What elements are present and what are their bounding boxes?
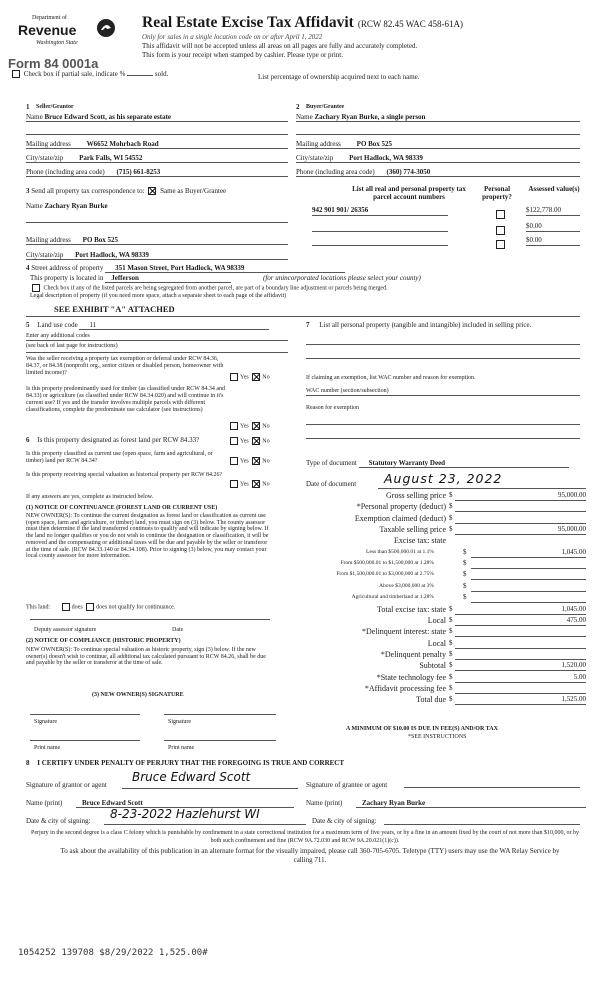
wac-number[interactable]: WAC number (section/subsection) bbox=[306, 388, 580, 396]
section-3-number: 3 bbox=[26, 187, 30, 195]
print-line-2[interactable] bbox=[164, 740, 276, 741]
partial-sale-checkbox[interactable] bbox=[12, 70, 20, 78]
signature-label-1: Signature bbox=[34, 719, 57, 725]
tax-row bbox=[303, 673, 586, 683]
buyer-mailing-label: Mailing address bbox=[296, 140, 341, 148]
claim-exemption-label: If claiming an exemption, list WAC number and reason for exemption. bbox=[306, 375, 476, 381]
tax-row bbox=[303, 650, 586, 660]
tax-row bbox=[303, 627, 586, 637]
tax-row bbox=[303, 616, 586, 626]
partial-sale-row bbox=[10, 70, 168, 78]
does-checkbox[interactable] bbox=[62, 603, 70, 611]
print-label-2: Print name bbox=[168, 745, 195, 751]
grantee-printed-name[interactable]: Zachary Ryan Burke bbox=[356, 799, 586, 808]
continuance-row bbox=[26, 603, 175, 611]
section-8-number: 8 bbox=[26, 759, 30, 767]
tax-row-value[interactable]: 95,000.00 bbox=[455, 491, 586, 501]
notice-2-body: NEW OWNER(S): To continue special valuation as historic property, sign (3) below. If the new owner(s) doesn't wish to continue, all additional tax calculated pursuant to RCW 84.26, shall be due and payable by the seller or transferor at the time of sale. bbox=[26, 647, 266, 667]
segregated-label: Check box if any of the listed parcels are being segregated from another parcel, are part of a boundary line adjustment or parcels being merged. bbox=[43, 285, 388, 292]
forest-question: Is this property designated as forest land per RCW 84.33? bbox=[37, 436, 200, 444]
tax-row-label: Local bbox=[427, 615, 446, 625]
seller-heading: Seller/Grantor bbox=[36, 104, 74, 110]
land-use-row bbox=[26, 321, 269, 330]
tax-row-label: *Personal property (deduct) bbox=[356, 502, 446, 512]
s7-line-2[interactable] bbox=[306, 358, 580, 359]
current-use-yes-checkbox[interactable] bbox=[230, 457, 238, 465]
reason-line-1[interactable] bbox=[306, 424, 580, 425]
buyer-mailing[interactable]: PO Box 525 bbox=[356, 140, 393, 148]
tax-row-dollar: $ bbox=[463, 559, 467, 568]
assessed-value-3[interactable]: $0.00 bbox=[526, 236, 580, 246]
correspondence-mailing-row bbox=[26, 236, 288, 245]
tax-row-label: Taxable selling price bbox=[379, 525, 446, 535]
tax-row-label: Gross selling price bbox=[386, 491, 446, 500]
street-row bbox=[26, 264, 345, 273]
section-4-number: 4 bbox=[26, 264, 30, 272]
seller-name[interactable]: Bruce Edward Scott, as his separate estate bbox=[44, 113, 172, 121]
tax-row-label: Exemption claimed (deduct) bbox=[354, 513, 446, 523]
tax-row-label: Above $3,000,000 at 3% bbox=[379, 582, 434, 589]
corr-line-1 bbox=[26, 222, 288, 223]
perjury-notice bbox=[30, 830, 580, 845]
tax-row bbox=[303, 695, 586, 705]
forest-no-label: No bbox=[262, 438, 270, 445]
tax-row-label: Less than $500,000.01 at 1.1% bbox=[366, 548, 434, 555]
buyer-blank-line bbox=[296, 134, 580, 135]
tax-row bbox=[303, 502, 586, 512]
seller-city-row bbox=[26, 154, 288, 163]
current-use-no-checkbox[interactable] bbox=[252, 457, 260, 465]
buyer-phone[interactable]: (360) 774-3050 bbox=[386, 168, 431, 176]
does-not-label: does not qualify for continuance. bbox=[96, 604, 176, 611]
seller-name-label: Name bbox=[26, 113, 43, 121]
tax-row-dollar: $ bbox=[449, 513, 453, 522]
current-use-yes-no bbox=[228, 457, 270, 465]
exemption-no-label: No bbox=[262, 374, 270, 381]
section-5-number: 5 bbox=[26, 321, 30, 329]
seller-phone-row bbox=[26, 168, 288, 177]
tax-row-label: *Delinquent penalty bbox=[380, 649, 446, 659]
deputy-date-label: Date bbox=[172, 627, 184, 633]
tax-row-value[interactable]: 1,520.00 bbox=[455, 661, 586, 671]
tax-row bbox=[303, 570, 586, 580]
section-7-number: 7 bbox=[306, 321, 310, 329]
tax-row-label: *State technology fee bbox=[376, 672, 446, 682]
tax-row-value[interactable] bbox=[455, 502, 586, 512]
historic-question: Is this property receiving special valuation as historical property per RCW 84.26? bbox=[26, 472, 223, 478]
doc-date-label: Date of document bbox=[306, 480, 357, 488]
tax-row-dollar: $ bbox=[449, 525, 453, 534]
tax-row-label: From $1,500,000.01 to $3,000,000 at 2.75% bbox=[336, 571, 434, 578]
tax-row bbox=[303, 491, 586, 501]
notice-1-body: NEW OWNER(S): To continue the current designation as forest land or classification as current use (open space, farm and agriculture, or timber) land, you must sign on (3) below. The county assessor must then determine if the land transferred continues to qualify and will indicate by signing below. If the land no longer qualifies or you do not wish to continue the designation or classification, it will be removed and the compensating or additional taxes will be due and payable by the seller or transferor at the time of sale. (RCW 84.33.140 or 84.34.108). Prior to signing (3) below, you may contact your local county assessor for more information. bbox=[26, 513, 269, 560]
buyer-name-label: Name bbox=[296, 113, 313, 121]
tax-row bbox=[303, 559, 586, 569]
cashier-stamp: 1054252 139708 $8/29/2022 1,525.00# bbox=[18, 948, 208, 958]
personal-property-row bbox=[306, 321, 580, 329]
correspondence-city[interactable]: Port Hadlock, WA 98339 bbox=[75, 251, 149, 259]
correspondence-name-label: Name bbox=[26, 202, 43, 210]
parcel-number-3[interactable] bbox=[312, 236, 448, 246]
tax-row-label: Local bbox=[427, 638, 446, 648]
tax-row bbox=[303, 525, 586, 535]
tax-row-dollar: $ bbox=[449, 604, 453, 613]
ownership-note: List percentage of ownership acquired next to each name. bbox=[258, 73, 420, 81]
new-owner-signature-heading: (3) NEW OWNER(S) SIGNATURE bbox=[92, 692, 184, 698]
buyer-city-label: City/state/zip bbox=[296, 154, 334, 162]
tax-row-label: Agricultural and timberland at 1.28% bbox=[351, 594, 434, 601]
tax-row-dollar: $ bbox=[463, 581, 467, 590]
signature-label-2: Signature bbox=[168, 719, 191, 725]
legal-line bbox=[26, 316, 580, 317]
dor-logo bbox=[10, 12, 118, 52]
tax-row bbox=[303, 605, 586, 615]
see-instructions-note: *SEE INSTRUCTIONS bbox=[408, 734, 467, 740]
buyer-name[interactable]: Zachary Ryan Burke, a single person bbox=[314, 113, 426, 121]
tax-row-value[interactable] bbox=[471, 582, 586, 592]
correspondence-city-row bbox=[26, 251, 288, 260]
unincorporated-note: (for unincorporated locations please select your county) bbox=[262, 274, 421, 282]
street-address[interactable]: 351 Mason Street, Port Hadlock, WA 98339 bbox=[105, 264, 345, 273]
timber-question: Is this property predominantly used for timber (as classified under RCW 84.34 and 84.33) or agriculture (as classified under RCW 84.34.020) and will continue in it's current use? If yes and the transfer involves multiple parcels with different classifications, complete the predominate use calculator (see instructions) bbox=[26, 386, 226, 413]
timber-yes-no bbox=[228, 422, 270, 430]
tax-row-dollar: $ bbox=[449, 502, 453, 511]
timber-no-label: No bbox=[262, 423, 270, 430]
same-as-buyer-label: Same as Buyer/Grantee bbox=[160, 187, 227, 195]
header-note-1: Only for sales in a single location code on or after April 1, 2022 bbox=[142, 33, 323, 41]
segregated-row bbox=[30, 284, 388, 292]
page-title bbox=[142, 14, 463, 32]
parcel-number-1[interactable]: 942 901 901/ 26356 bbox=[312, 206, 448, 216]
print-line-1[interactable] bbox=[30, 740, 140, 741]
tax-row-label: *Affidavit processing fee bbox=[364, 683, 446, 693]
tax-row-dollar: $ bbox=[449, 638, 453, 647]
street-label: Street address of property bbox=[31, 264, 104, 272]
tax-row-dollar: $ bbox=[449, 627, 453, 636]
tax-row bbox=[303, 684, 586, 694]
personal-property-label: List all personal property (tangible and intangible) included in selling price. bbox=[319, 321, 532, 329]
exemption-no-checkbox[interactable] bbox=[252, 373, 260, 381]
notice-1-title: (1) NOTICE OF CONTINUANCE (FOREST LAND OR CURRENT USE) bbox=[26, 505, 218, 511]
form-number: Form 84 0001a bbox=[8, 56, 99, 71]
buyer-city-row bbox=[296, 154, 580, 163]
exemption-yes-label: Yes bbox=[240, 374, 249, 381]
grantor-name-label: Name (print) bbox=[26, 799, 63, 807]
tax-row-dollar: $ bbox=[463, 593, 467, 602]
current-use-question: Is this property classified as current use (open space, farm and agricultural, or timber) land per RCW 84.34? bbox=[26, 451, 213, 464]
located-label: This property is located in bbox=[30, 274, 104, 282]
tax-row-value[interactable]: 1,045.00 bbox=[471, 548, 586, 558]
same-as-buyer-checkbox[interactable] bbox=[148, 187, 156, 195]
buyer-phone-row bbox=[296, 168, 580, 177]
signature-line-2[interactable] bbox=[164, 714, 276, 715]
land-use-label: Land use code bbox=[37, 321, 78, 329]
correspondence-mailing-label: Mailing address bbox=[26, 236, 71, 244]
county[interactable]: Jefferson bbox=[105, 274, 231, 283]
minimum-note: A MINIMUM OF $10.00 IS DUE IN FEE(S) AND/OR TAX bbox=[346, 726, 498, 732]
tax-row-label: Excise tax: state bbox=[394, 536, 446, 546]
seller-name-row bbox=[26, 113, 288, 122]
correspondence-mailing[interactable]: PO Box 525 bbox=[82, 236, 119, 244]
current-use-no-label: No bbox=[262, 458, 270, 465]
alt-format-notice: To ask about the availability of this publication in an alternate format for the visually impaired, please call 360-705-6705. Teletype (TTY) users may use the WA Relay Service by calling 711. bbox=[60, 847, 560, 865]
logo-dept-line3: Washington State bbox=[36, 40, 78, 46]
assessed-value-2[interactable]: $0.00 bbox=[526, 222, 580, 232]
tax-row-dollar: $ bbox=[449, 615, 453, 624]
logo-revenue: Revenue bbox=[18, 22, 77, 38]
logo-dept-line1: Department of bbox=[32, 15, 67, 21]
grantor-sig-label: Signature of grantor or agent bbox=[26, 781, 107, 789]
tax-row-value[interactable] bbox=[455, 514, 586, 524]
doc-type[interactable]: Statutory Warranty Deed bbox=[359, 459, 569, 468]
tax-row-value[interactable] bbox=[455, 684, 586, 694]
current-use-yes-label: Yes bbox=[240, 458, 249, 465]
forest-yes-label: Yes bbox=[240, 438, 249, 445]
tax-row-dollar: $ bbox=[463, 547, 467, 556]
assessed-value-col-header: Assessed value(s) bbox=[528, 185, 580, 193]
timber-yes-checkbox[interactable] bbox=[230, 422, 238, 430]
buyer-city[interactable]: Port Hadlock, WA 98339 bbox=[349, 154, 423, 162]
tax-row bbox=[303, 661, 586, 671]
doc-type-row bbox=[306, 459, 569, 468]
segregated-checkbox[interactable] bbox=[32, 284, 40, 292]
form-title: Real Estate Excise Tax Affidavit bbox=[142, 14, 354, 31]
deputy-line[interactable] bbox=[30, 619, 270, 620]
tax-row-dollar: $ bbox=[449, 672, 453, 681]
section-1-number: 1 bbox=[26, 103, 30, 111]
tax-row-label: Total due bbox=[416, 695, 446, 705]
tax-row bbox=[303, 582, 586, 592]
answers-note: If any answers are yes, complete as instructed below. bbox=[26, 494, 154, 500]
forest-no-checkbox[interactable] bbox=[252, 437, 260, 445]
doc-type-label: Type of document bbox=[306, 459, 357, 467]
historic-no-label: No bbox=[262, 481, 270, 488]
reason-label: Reason for exemption bbox=[306, 405, 359, 411]
tax-row-value[interactable] bbox=[471, 593, 586, 603]
buyer-heading: Buyer/Grantee bbox=[306, 104, 345, 110]
buyer-mailing-row bbox=[296, 140, 580, 149]
signature-line-1[interactable] bbox=[30, 714, 140, 715]
tax-row-label: Subtotal bbox=[419, 661, 446, 671]
tax-row bbox=[303, 548, 586, 558]
header-note-2: This affidavit will not be accepted unless all areas on all pages are fully and accurately completed. bbox=[142, 42, 418, 50]
forest-yes-checkbox[interactable] bbox=[230, 437, 238, 445]
section-6-number: 6 bbox=[26, 436, 30, 444]
tax-row-dollar: $ bbox=[449, 491, 453, 499]
reason-line-2[interactable] bbox=[306, 438, 580, 439]
seller-phone[interactable]: (715) 661-8253 bbox=[116, 168, 161, 176]
perjury-text: Perjury in the second degree is a class C felony which is punishable by confinement in a state correctional institution for a maximum term of five years, or by a fine in an amount fixed by the court of not more than $10,000, or by both such confinement and fine (RCW 9A.72.030 and RCW 9A.20.021(1)(c)). bbox=[30, 830, 580, 844]
tax-row-label: *Delinquent interest: state bbox=[362, 627, 446, 637]
tax-row-value[interactable] bbox=[455, 627, 586, 637]
tax-row-dollar: $ bbox=[463, 570, 467, 579]
legal-desc-label: Legal description of property (if you need more space, attach a separate sheet to each page of the affidavit) bbox=[30, 293, 287, 299]
buyer-phone-label: Phone (including area code) bbox=[296, 168, 375, 176]
certify-row bbox=[26, 759, 344, 767]
land-use-code[interactable]: 11 bbox=[79, 321, 269, 330]
notice-2-title: (2) NOTICE OF COMPLIANCE (HISTORIC PROPERTY) bbox=[26, 638, 181, 644]
grantee-date-city[interactable] bbox=[384, 824, 580, 825]
correspondence-name-row bbox=[26, 202, 108, 210]
tax-row-value[interactable]: 95,000.00 bbox=[455, 525, 586, 535]
grantee-sig-label: Signature of grantee or agent bbox=[306, 781, 388, 789]
grantor-signature[interactable]: Bruce Edward Scott bbox=[122, 770, 298, 789]
does-not-checkbox[interactable] bbox=[86, 603, 94, 611]
seller-mailing-row bbox=[26, 140, 288, 149]
section-2-number: 2 bbox=[296, 103, 300, 111]
tax-row-value[interactable]: 1,525.00 bbox=[455, 695, 586, 705]
correspondence-label: Send all property tax correspondence to: bbox=[31, 187, 145, 195]
tax-row-dollar: $ bbox=[449, 683, 453, 692]
grantee-name-label: Name (print) bbox=[306, 799, 343, 807]
historic-yes-no bbox=[228, 480, 270, 488]
partial-sale-label: Check box if partial sale, indicate % bbox=[23, 70, 126, 78]
s7-line-1[interactable] bbox=[306, 344, 580, 345]
assessed-value-1[interactable]: $122,778.00 bbox=[526, 206, 580, 216]
tax-row bbox=[303, 514, 586, 524]
see-back: (see back of last page for instructions) bbox=[26, 343, 118, 349]
doc-date[interactable]: August 23, 2022 bbox=[378, 471, 586, 489]
exhibit-text: SEE EXHIBIT "A" ATTACHED bbox=[54, 304, 175, 314]
tax-row bbox=[303, 639, 586, 649]
exemption-yes-checkbox[interactable] bbox=[230, 373, 238, 381]
this-land-label: This land: bbox=[26, 604, 51, 611]
tax-row-dollar: $ bbox=[449, 695, 453, 704]
correspondence-city-label: City/state/zip bbox=[26, 251, 64, 259]
wa-logo-icon bbox=[96, 18, 116, 38]
grantor-printed-name[interactable]: Bruce Edward Scott bbox=[76, 799, 294, 808]
sold-label: sold. bbox=[154, 70, 169, 78]
tax-row bbox=[303, 593, 586, 603]
parcel-number-2[interactable] bbox=[312, 222, 448, 232]
seller-mailing-label: Mailing address bbox=[26, 140, 71, 148]
tax-row-dollar: $ bbox=[449, 661, 453, 670]
tax-row-dollar: $ bbox=[449, 649, 453, 658]
located-row bbox=[30, 274, 421, 283]
forest-yes-no bbox=[228, 437, 270, 445]
tax-row bbox=[303, 536, 586, 546]
grantee-date-label: Date & city of signing: bbox=[312, 817, 377, 825]
grantor-date-city[interactable]: 8-23-2022 Hazlehurst WI bbox=[104, 807, 306, 825]
timber-no-checkbox[interactable] bbox=[252, 422, 260, 430]
does-label: does bbox=[71, 604, 83, 611]
seller-mailing[interactable]: W6652 Mohrbach Road bbox=[86, 140, 159, 148]
correspondence-row bbox=[26, 187, 226, 195]
s5-line bbox=[26, 352, 288, 353]
tax-row-value[interactable] bbox=[455, 650, 586, 660]
tax-row-value[interactable]: 475.00 bbox=[455, 616, 586, 626]
personal-property-checkbox-3[interactable] bbox=[496, 236, 505, 254]
grantee-signature[interactable] bbox=[404, 787, 580, 788]
buyer-name-row bbox=[296, 113, 580, 122]
tax-row-label: Total excise tax: state bbox=[377, 604, 446, 614]
exemption-question: Was the seller receiving a property tax exemption or deferral under RCW 84.36, 84.37, or 84.38 (nonprofit org., senior citizen or disabled person, homeowner with limited income)? bbox=[26, 356, 224, 376]
historic-yes-label: Yes bbox=[240, 481, 249, 488]
personal-property-col-header: Personal property? bbox=[482, 185, 512, 202]
exemption-yes-no bbox=[228, 373, 270, 381]
correspondence-name[interactable]: Zachary Ryan Burke bbox=[44, 202, 108, 210]
print-label-1: Print name bbox=[34, 745, 61, 751]
additional-codes[interactable]: Enter any additional codes bbox=[26, 333, 288, 341]
header-note-3: This form is your receipt when stamped by cashier. Please type or print. bbox=[142, 51, 344, 59]
forest-row bbox=[26, 436, 199, 444]
seller-phone-label: Phone (including area code) bbox=[26, 168, 105, 176]
tax-row-value[interactable] bbox=[471, 570, 586, 580]
deputy-signature-label: Deputy assessor signature bbox=[34, 627, 97, 633]
tax-row-value[interactable]: 1,045.00 bbox=[455, 605, 586, 615]
form-citation: (RCW 82.45 WAC 458-61A) bbox=[357, 19, 464, 29]
tax-row-value[interactable] bbox=[455, 639, 586, 649]
grantor-date-label: Date & city of signing: bbox=[26, 817, 91, 825]
tax-row-value[interactable] bbox=[471, 559, 586, 569]
seller-city[interactable]: Park Falls, WI 54552 bbox=[79, 154, 143, 162]
historic-no-checkbox[interactable] bbox=[252, 480, 260, 488]
tax-row-value[interactable]: 5.00 bbox=[455, 673, 586, 683]
timber-yes-label: Yes bbox=[240, 423, 249, 430]
tax-row-label: From $500,000.01 to $1,500,000 at 1.28% bbox=[340, 560, 434, 567]
certify-statement: I CERTIFY UNDER PENALTY OF PERJURY THAT THE FOREGOING IS TRUE AND CORRECT bbox=[37, 759, 345, 767]
seller-city-label: City/state/zip bbox=[26, 154, 64, 162]
seller-blank-line bbox=[26, 134, 288, 135]
parcel-col-header: List all real and personal property tax parcel account numbers bbox=[352, 185, 466, 202]
historic-yes-checkbox[interactable] bbox=[230, 480, 238, 488]
